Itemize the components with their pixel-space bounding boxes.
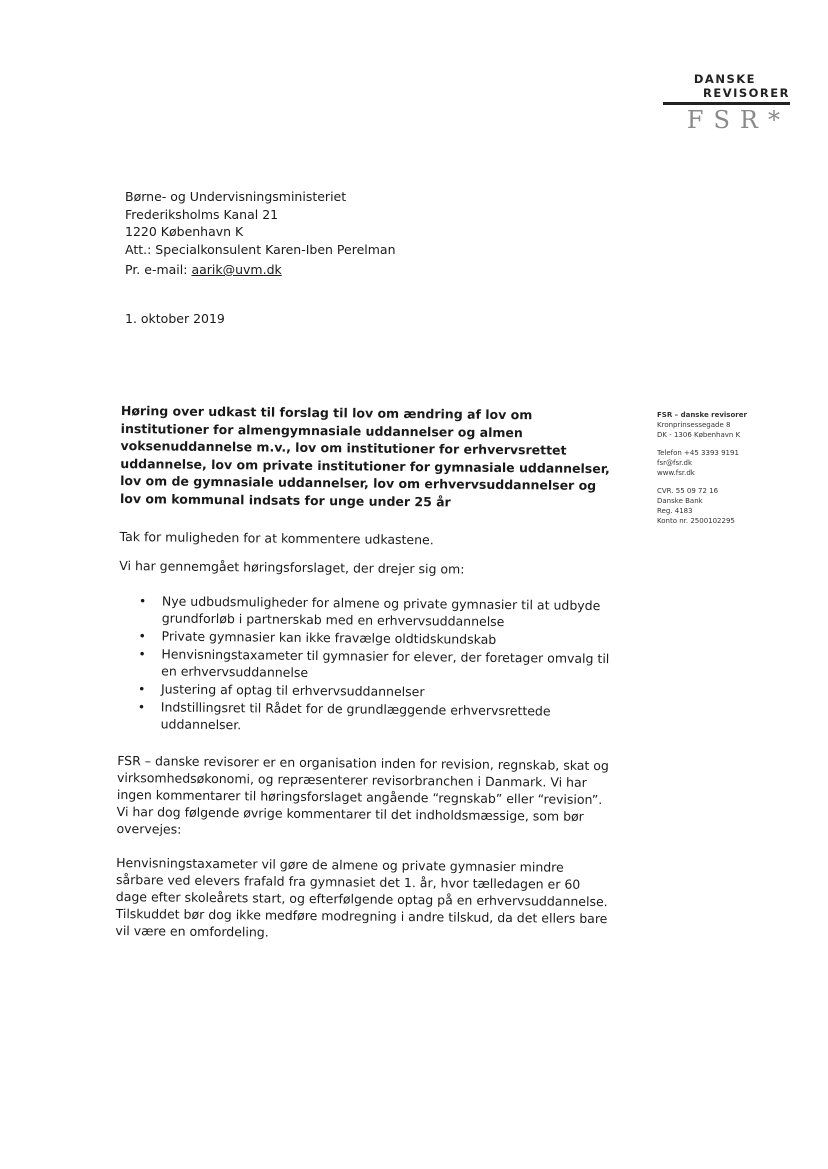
list-item: [138, 698, 613, 737]
logo-line-1: DANSKE: [693, 72, 756, 86]
list-item-text: Private gymnasier kan ikke fravælge oldtidskundskab: [161, 628, 497, 647]
email-line: [125, 262, 282, 277]
address-line: Att.: Specialkonsulent Karen-Iben Perelman: [125, 241, 396, 257]
bullet-icon: •: [138, 593, 147, 609]
email-label: Pr. e-mail:: [125, 262, 192, 277]
sender-contact-info: [657, 410, 747, 534]
address-line: 1220 København K: [125, 224, 244, 239]
bullet-icon: •: [138, 628, 147, 644]
sender-contact: [657, 448, 747, 478]
sender-line: FSR – danske revisorer: [657, 411, 747, 419]
reg-number: Reg. 4183: [657, 507, 693, 515]
logo-mark: FSR*: [686, 106, 790, 134]
sender-line: DK - 1306 København K: [657, 431, 741, 439]
address-line: Børne- og Undervisningsministeriet: [125, 189, 347, 204]
sender-line: Kronprinsessegade 8: [657, 421, 731, 429]
cvr: CVR. 55 09 72 16: [657, 487, 719, 495]
taximeter-paragraph: Henvisningstaxameter vil gøre de almene og private gymnasier mindre sårbare ved elevers frafald fra gymnasiet det 1. år, hvor tælledagen er 60 dage efter skoleårets start, og efterfølgende optag på en erhvervsuddannelse. Tilskuddet bør dog ikke medføre modregning i andre tilskud, da det ellers bare vil være en omfordeling.: [115, 854, 608, 940]
organisation-paragraph: FSR – danske revisorer er en organisation inden for revision, regnskab, skat og virksomhedsøkonomi, og repræsenterer revisorbranchen i Danmark. Vi har ingen kommentarer til høringsforslaget angående “regnskab” eller “revision”. Vi har dog følgende øvrige kommentarer til det indholdsmæssige, som bør overvejes:: [116, 752, 610, 837]
letter-body: [115, 402, 616, 961]
bank-name: Danske Bank: [657, 497, 703, 505]
recipient-address: [125, 188, 396, 258]
list-item: [139, 592, 614, 631]
list-item: [138, 645, 613, 684]
sender-bank: [657, 486, 747, 526]
bullet-icon: •: [137, 681, 146, 697]
address-line: Frederiksholms Kanal 21: [125, 206, 279, 222]
phone: Telefon +45 3393 9191: [657, 449, 739, 457]
fsr-logo: [660, 72, 790, 133]
logo-rule: [663, 102, 790, 105]
topic-list: [118, 592, 614, 737]
logo-line-2: REVISORER: [702, 86, 790, 100]
letter-subject: Høring over udkast til forslag til lov om ændring af lov om institutioner for almengymnasiale uddannelser og almen voksenuddannelse m.v., lov om institutioner for erhvervsrettet uddannelse, lov om private institutioner for gymnasiale uddannelser, lov om de gymnasiale uddannelser, lov om erhvervsuddannelser og lov om kommunal indsats for unge under 25 år: [119, 402, 610, 509]
account-number: Konto nr. 2500102295: [657, 517, 735, 525]
bullet-icon: •: [138, 646, 146, 662]
list-item-text: Indstillingsret til Rådet for de grundlæggende erhvervsrettede uddannelser.: [160, 699, 551, 733]
sender-address: [657, 410, 747, 440]
list-item-text: Nye udbudsmuligheder for almene og private gymnasier til at udbyde grundforløb i partnerskab med en erhvervsuddannelse: [161, 593, 601, 630]
thanks-text: Tak for muligheden for at kommentere udkastene.: [119, 528, 434, 548]
list-item-text: Justering af optag til erhvervsuddannelser: [160, 681, 425, 700]
list-item-text: Henvisningstaxameter til gymnasier for elever, der foretager omvalg til en erhvervsuddannelse: [161, 646, 610, 680]
letter-date: 1. oktober 2019: [125, 311, 225, 326]
sender-email: fsr@fsr.dk: [657, 459, 693, 467]
website: www.fsr.dk: [657, 469, 695, 477]
email-link[interactable]: aarik@uvm.dk: [191, 262, 282, 277]
bullet-icon: •: [137, 699, 146, 715]
intro-text: Vi har gennemgået høringsforslaget, der drejer sig om:: [119, 557, 465, 577]
